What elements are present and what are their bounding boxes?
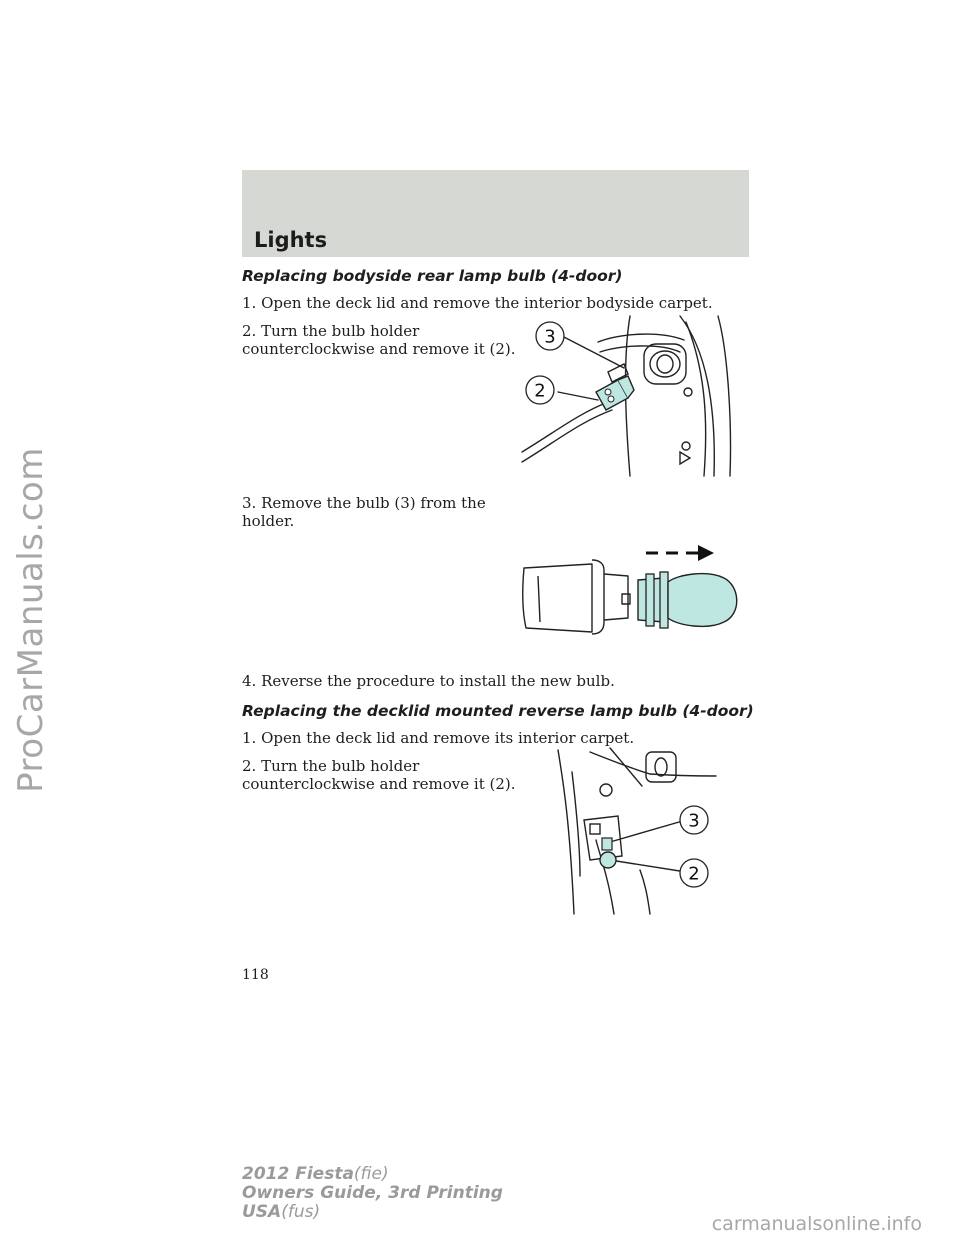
- bodyside-step-3-line-1: 3. Remove the bulb (3) from the: [242, 494, 486, 512]
- bulb-removal-figure: [518, 540, 743, 640]
- decklid-step-2-line-1: 2. Turn the bulb holder: [242, 757, 420, 775]
- bodyside-step-4: 4. Reverse the procedure to install the new bulb.: [242, 672, 615, 690]
- side-watermark: [8, 180, 54, 1060]
- bodyside-heading: Replacing bodyside rear lamp bulb (4-door): [242, 267, 623, 285]
- footer-region-code: (fus): [281, 1202, 321, 1222]
- bodyside-step-2-line-1: 2. Turn the bulb holder: [242, 322, 420, 340]
- decklid-heading: Replacing the decklid mounted reverse lamp bulb (4-door): [242, 702, 754, 720]
- bodyside-step-3: [242, 494, 486, 530]
- bodyside-callout-2: 2: [534, 380, 546, 402]
- footer-line-3: [242, 1203, 503, 1222]
- decklid-callout-2: 2: [688, 863, 700, 885]
- footer-model-code: (fie): [353, 1164, 389, 1184]
- footer-region: USA: [242, 1202, 282, 1222]
- decklid-step-2-line-2: counterclockwise and remove it (2).: [242, 775, 516, 793]
- bodyside-callout-3: 3: [544, 326, 556, 348]
- bodyside-step-3-line-2: holder.: [242, 512, 295, 530]
- footer-line-1: [242, 1165, 503, 1184]
- section-title: Lights: [254, 228, 328, 252]
- bodyside-step-2-line-2: counterclockwise and remove it (2).: [242, 340, 516, 358]
- decklid-callout-3: 3: [688, 810, 700, 832]
- decklid-step-1: 1. Open the deck lid and remove its interior carpet.: [242, 729, 635, 747]
- decklid-step-2: [242, 757, 516, 793]
- page-number: 118: [242, 967, 269, 983]
- footer-model: 2012 Fiesta: [242, 1164, 354, 1184]
- side-watermark-text: ProCarManuals.com: [11, 447, 51, 793]
- section-header-band: [242, 170, 749, 257]
- bodyside-step-1: 1. Open the deck lid and remove the interior bodyside carpet.: [242, 294, 713, 312]
- bodyside-lamp-figure: [518, 312, 740, 478]
- direction-arrow: [646, 545, 714, 561]
- decklid-lamp-figure: [550, 746, 722, 916]
- bodyside-step-2: [242, 322, 516, 358]
- footer-line-2: Owners Guide, 3rd Printing: [242, 1183, 503, 1203]
- bottom-watermark: carmanualsonline.info: [711, 1213, 922, 1235]
- document-footer: [242, 1165, 503, 1222]
